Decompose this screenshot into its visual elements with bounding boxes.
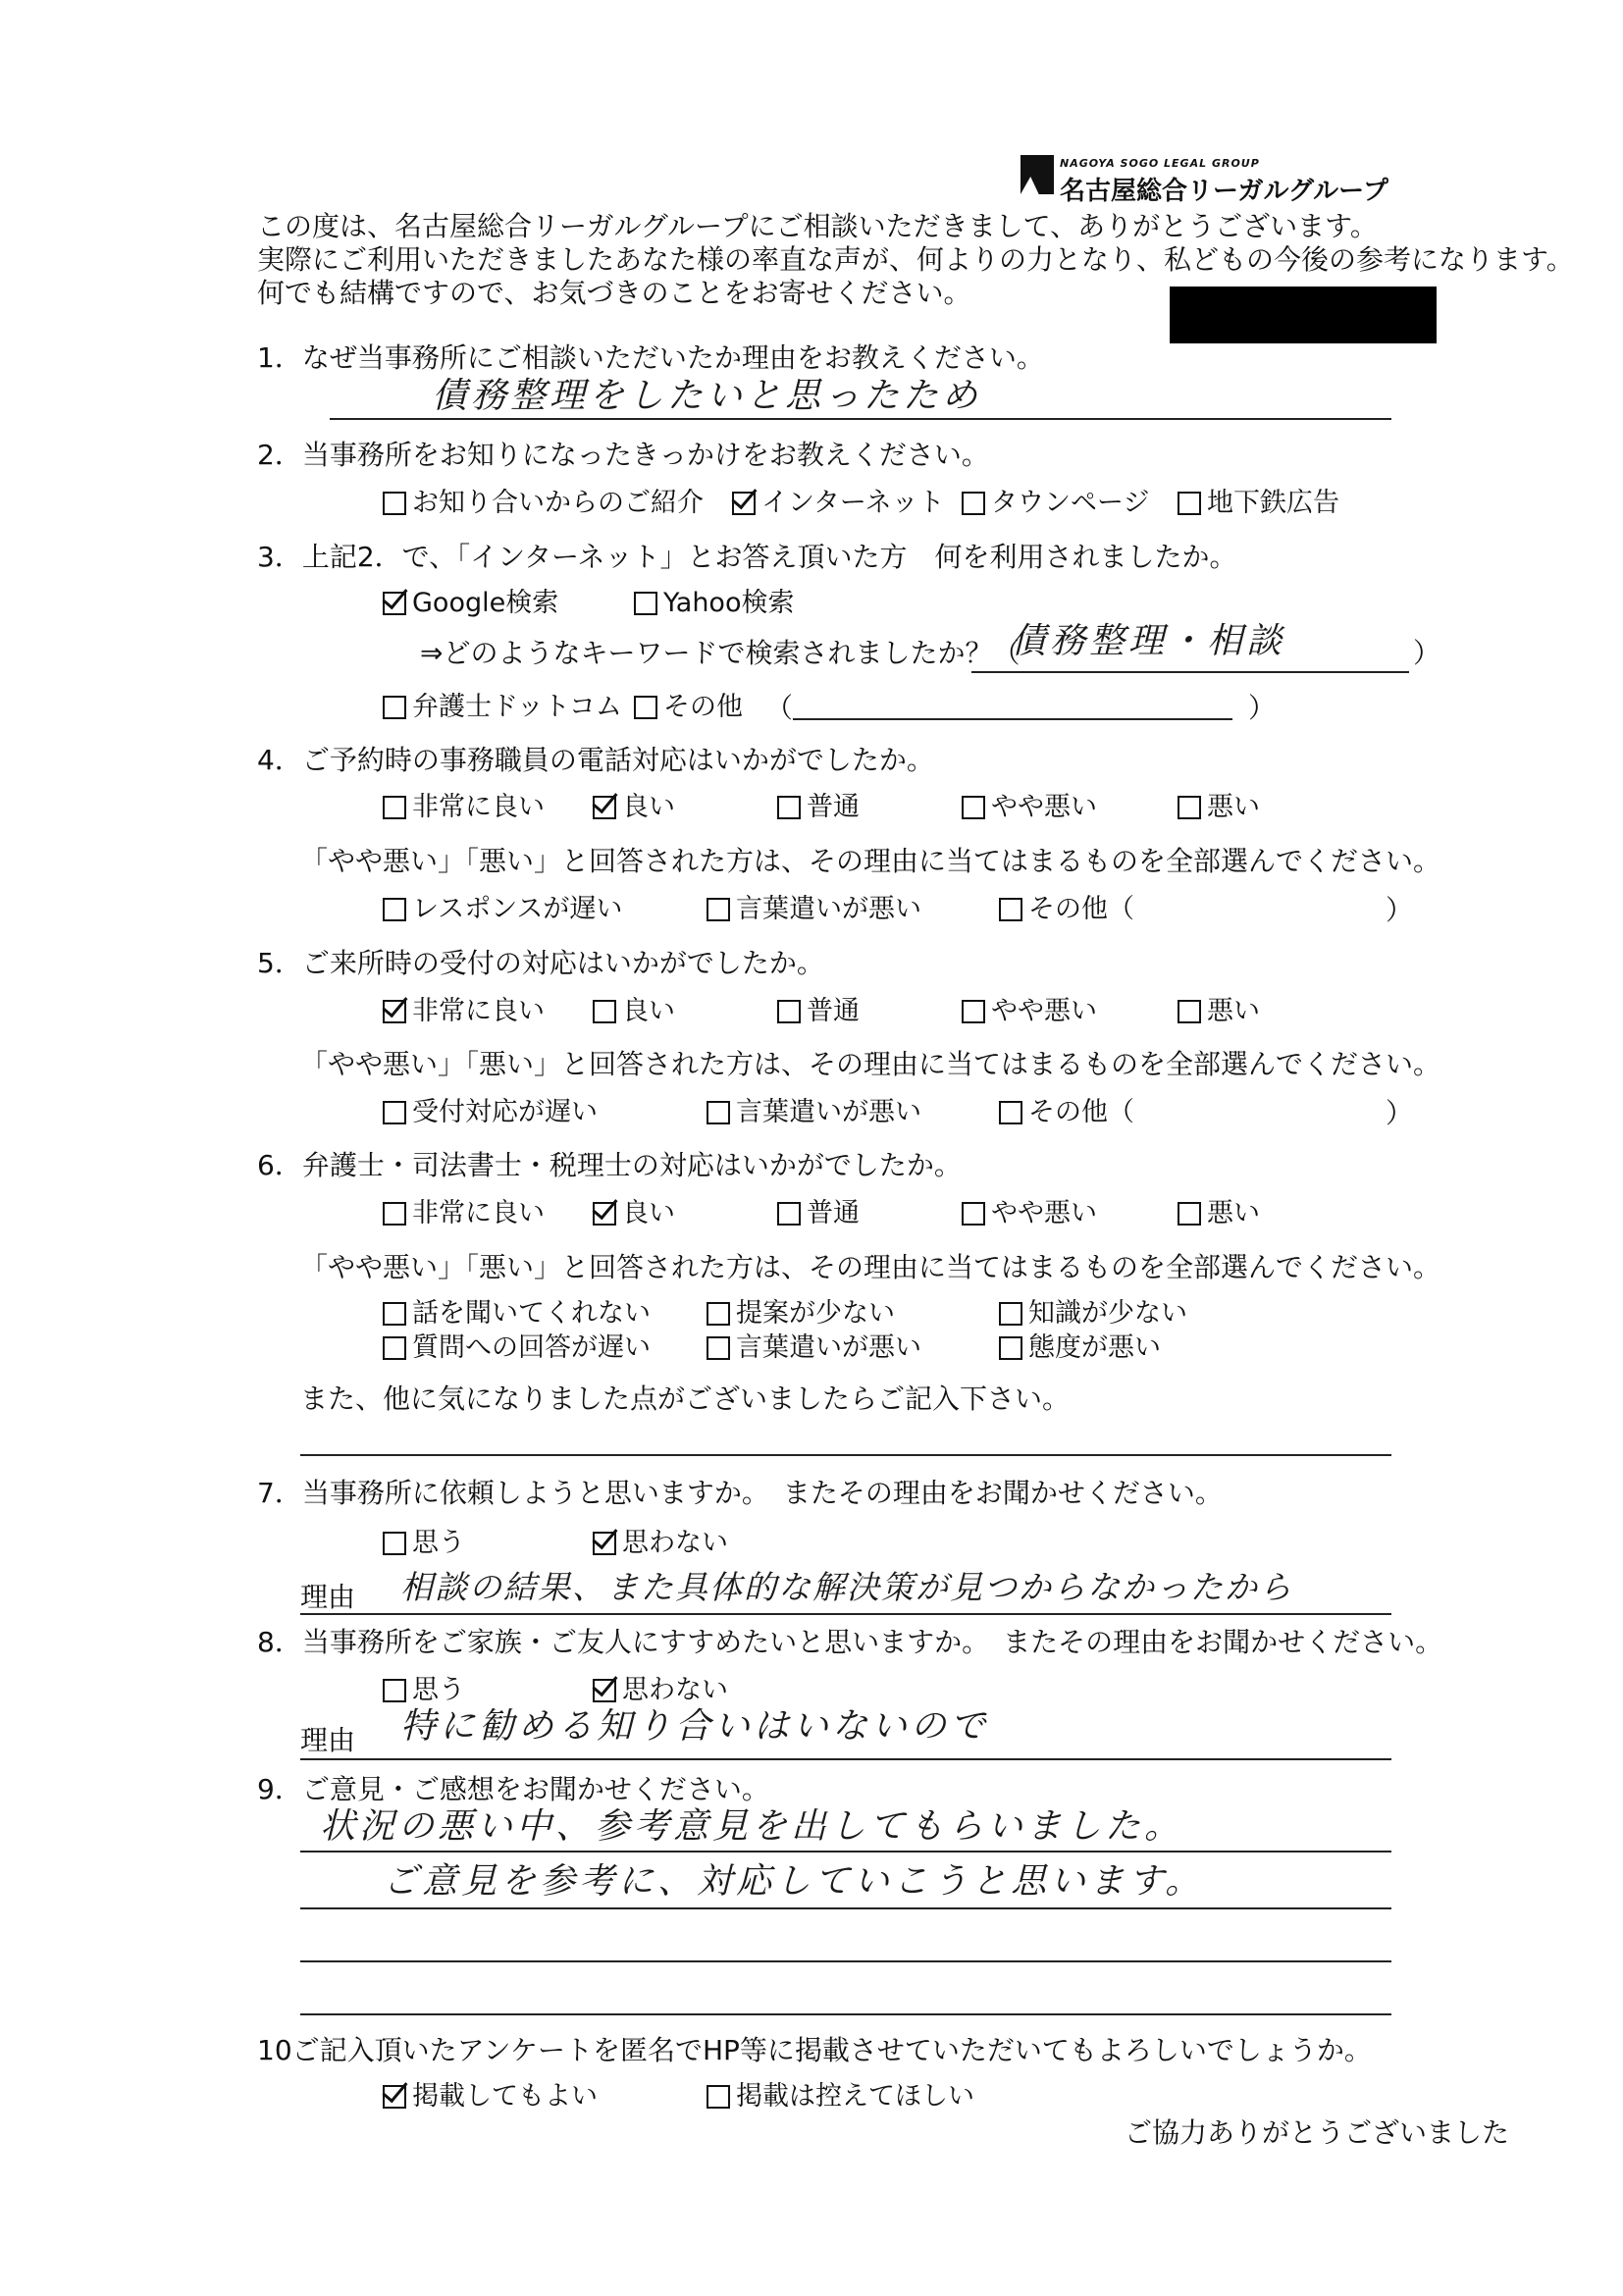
q6-option-bad[interactable]: 悪い: [1178, 1197, 1260, 1230]
q9-line-2: [300, 1907, 1391, 1909]
q4-reason-language[interactable]: 言葉遣いが悪い: [707, 893, 921, 926]
q6-reason-little-knowledge[interactable]: 知識が少ない: [999, 1297, 1187, 1331]
q8-question: 8．当事務所をご家族・ご友人にすすめたいと思いますか。 またその理由をお聞かせください。: [257, 1626, 1443, 1658]
redaction-box: [1170, 287, 1437, 343]
checkbox[interactable]: [383, 898, 406, 921]
q6-reason-attitude[interactable]: 態度が悪い: [999, 1331, 1161, 1365]
q7-question: 7．当事務所に依頼しようと思いますか。 またその理由をお聞かせください。: [257, 1477, 1223, 1509]
q3-option-other[interactable]: その他: [634, 691, 743, 724]
q8-option-yes[interactable]: 思う: [383, 1674, 465, 1707]
checkbox[interactable]: [962, 796, 985, 819]
checkbox[interactable]: [383, 1302, 406, 1326]
q8-reason-label: 理由: [300, 1724, 356, 1756]
q4-option-good[interactable]: 良い: [593, 791, 675, 824]
logo-icon: [1021, 155, 1054, 194]
q5-followup: 「やや悪い」「悪い」と回答された方は、その理由に当てはまるものを全部選んでください。: [300, 1048, 1441, 1080]
q6-option-good[interactable]: 良い: [593, 1197, 675, 1230]
q9-line-1: [300, 1851, 1391, 1852]
q10-question: 10ご記入頂いたアンケートを匿名でHP等に掲載させていただいてもよろしいでしょうか。: [257, 2034, 1372, 2066]
checkbox[interactable]: [777, 1000, 801, 1023]
checkbox[interactable]: [999, 1336, 1022, 1360]
checkbox[interactable]: [962, 1202, 985, 1226]
q1-answer-line: [330, 418, 1391, 420]
q4-reason-other[interactable]: その他（: [999, 893, 1134, 926]
checkbox[interactable]: [777, 1202, 801, 1226]
q7-option-no[interactable]: 思わない: [593, 1527, 728, 1560]
checkbox-checked[interactable]: [593, 1202, 616, 1226]
q10-option-ok[interactable]: 掲載してもよい: [383, 2080, 598, 2113]
q3-keyword-close: ）: [1413, 637, 1441, 669]
q3-option-yahoo[interactable]: Yahoo検索: [634, 587, 794, 620]
q2-option-internet[interactable]: インターネット: [732, 487, 945, 520]
q8-reason-line: [300, 1758, 1391, 1760]
q6-option-somewhat-bad[interactable]: やや悪い: [962, 1197, 1097, 1230]
q5-option-average[interactable]: 普通: [777, 995, 860, 1028]
q5-reason-close: ）: [1386, 1097, 1414, 1129]
checkbox[interactable]: [383, 1202, 406, 1226]
checkbox[interactable]: [1178, 796, 1201, 819]
checkbox[interactable]: [383, 492, 406, 515]
q5-question: 5．ご来所時の受付の対応はいかがでしたか。: [257, 947, 824, 979]
q3-option-bengoshi[interactable]: 弁護士ドットコム: [383, 691, 622, 724]
q3-other-close: ）: [1248, 692, 1277, 724]
q6-option-average[interactable]: 普通: [777, 1197, 860, 1230]
checkbox[interactable]: [593, 1000, 616, 1023]
checkbox[interactable]: [962, 492, 985, 515]
q2-question: 2．当事務所をお知りになったきっかけをお教えください。: [257, 439, 989, 471]
q1-answer: 債務整理をしたいと思ったため: [432, 376, 982, 416]
checkbox[interactable]: [383, 1679, 406, 1702]
checkbox[interactable]: [1178, 492, 1201, 515]
q5-reason-other[interactable]: その他（: [999, 1096, 1134, 1129]
q2-option-subway-ad[interactable]: 地下鉄広告: [1178, 487, 1339, 520]
checkbox[interactable]: [999, 898, 1022, 921]
q2-option-townpage[interactable]: タウンページ: [962, 487, 1149, 520]
q3-other-open: （: [765, 692, 794, 724]
checkbox[interactable]: [383, 1336, 406, 1360]
q4-option-average[interactable]: 普通: [777, 791, 860, 824]
checkbox[interactable]: [999, 1302, 1022, 1326]
checkbox[interactable]: [383, 796, 406, 819]
q4-question: 4．ご予約時の事務職員の電話対応はいかがでしたか。: [257, 744, 934, 776]
q5-reason-language[interactable]: 言葉遣いが悪い: [707, 1096, 921, 1129]
q4-option-somewhat-bad[interactable]: やや悪い: [962, 791, 1097, 824]
q5-option-bad[interactable]: 悪い: [1178, 995, 1260, 1028]
q10-option-ng[interactable]: 掲載は控えてほしい: [707, 2080, 974, 2113]
checkbox-checked[interactable]: [593, 796, 616, 819]
checkbox[interactable]: [707, 1101, 730, 1124]
q9-line-3: [300, 1960, 1391, 1962]
checkbox-checked[interactable]: [383, 592, 406, 615]
checkbox[interactable]: [383, 1532, 406, 1555]
q4-followup: 「やや悪い」「悪い」と回答された方は、その理由に当てはまるものを全部選んでください。: [300, 845, 1441, 877]
q3-question: 3．上記2．で、「インターネット」とお答え頂いた方 何を利用されましたか。: [257, 541, 1237, 573]
checkbox[interactable]: [707, 898, 730, 921]
q3-keyword-line: [971, 671, 1409, 673]
checkbox[interactable]: [1178, 1000, 1201, 1023]
q2-option-referral[interactable]: お知り合いからのご紹介: [383, 487, 704, 520]
q6-reason-language[interactable]: 言葉遣いが悪い: [707, 1331, 921, 1365]
q4-option-bad[interactable]: 悪い: [1178, 791, 1260, 824]
intro-line-1: この度は、名古屋総合リーガルグループにご相談いただきまして、ありがとうございます。: [257, 210, 1378, 242]
checkbox-checked[interactable]: [593, 1679, 616, 1702]
q4-reason-close: ）: [1386, 894, 1414, 926]
q9-question: 9．ご意見・ご感想をお聞かせください。: [257, 1773, 769, 1805]
q4-option-very-good[interactable]: 非常に良い: [383, 791, 545, 824]
checkbox[interactable]: [707, 2085, 730, 2109]
checkbox-checked[interactable]: [732, 492, 756, 515]
q6-option-very-good[interactable]: 非常に良い: [383, 1197, 545, 1230]
q6-reason-slow-answer[interactable]: 質問への回答が遅い: [383, 1331, 651, 1365]
checkbox[interactable]: [999, 1101, 1022, 1124]
q6-other-comment: また、他に気になりました点がございましたらご記入下さい。: [300, 1383, 1071, 1415]
q6-question: 6．弁護士・司法書士・税理士の対応はいかがでしたか。: [257, 1149, 962, 1181]
q6-reason-few-proposals[interactable]: 提案が少ない: [707, 1297, 895, 1331]
checkbox[interactable]: [962, 1000, 985, 1023]
q5-option-somewhat-bad[interactable]: やや悪い: [962, 995, 1097, 1028]
q9-line-4: [300, 2013, 1391, 2015]
footer-thanks: ご協力ありがとうございました: [1125, 2116, 1510, 2149]
intro-line-2: 実際にご利用いただきましたあなた様の率直な声が、何よりの力となり、私どもの今後の参考になります。: [257, 243, 1574, 276]
q7-reason-label: 理由: [300, 1581, 356, 1613]
q8-reason-answer: 特に勧める知り合いはいないので: [400, 1706, 990, 1747]
checkbox-checked[interactable]: [593, 1532, 616, 1555]
q3-option-google[interactable]: Google検索: [383, 587, 558, 620]
logo-group-name-en: NAGOYA SOGO LEGAL GROUP: [1060, 157, 1260, 170]
checkbox[interactable]: [707, 1336, 730, 1360]
q7-reason-answer: 相談の結果、また具体的な解決策が見つからなかったから: [400, 1568, 1293, 1606]
q5-option-very-good[interactable]: 非常に良い: [383, 995, 545, 1028]
q6-followup: 「やや悪い」「悪い」と回答された方は、その理由に当てはまるものを全部選んでください。: [300, 1251, 1441, 1283]
q6-reason-not-listening[interactable]: 話を聞いてくれない: [383, 1297, 651, 1331]
q6-comment-line: [300, 1454, 1391, 1456]
q9-answer-line-1: 状況の悪い中、参考意見を出してもらいました。: [320, 1806, 1184, 1847]
q4-reason-response-slow[interactable]: レスポンスが遅い: [383, 893, 622, 926]
checkbox[interactable]: [634, 696, 657, 719]
checkbox[interactable]: [383, 1101, 406, 1124]
checkbox[interactable]: [383, 696, 406, 719]
q3-other-line: [793, 718, 1232, 720]
q3-keyword-answer: 債務整理・相談: [1011, 621, 1286, 661]
q7-option-yes[interactable]: 思う: [383, 1527, 465, 1560]
intro-line-3: 何でも結構ですので、お気づきのことをお寄せください。: [257, 277, 971, 309]
checkbox-checked[interactable]: [383, 2085, 406, 2109]
checkbox[interactable]: [707, 1302, 730, 1326]
q5-option-good[interactable]: 良い: [593, 995, 675, 1028]
checkbox[interactable]: [777, 796, 801, 819]
q9-answer-line-2: ご意見を参考に、対応していこうと思います。: [383, 1861, 1205, 1902]
logo-group-name: 名古屋総合リーガルグループ: [1060, 177, 1388, 206]
q1-question: 1．なぜ当事務所にご相談いただいたか理由をお教えください。: [257, 341, 1044, 374]
q7-reason-line: [300, 1613, 1391, 1615]
checkbox[interactable]: [634, 592, 657, 615]
checkbox[interactable]: [1178, 1202, 1201, 1226]
q8-option-no[interactable]: 思わない: [593, 1674, 728, 1707]
checkbox-checked[interactable]: [383, 1000, 406, 1023]
q3-keyword-prompt: ⇒どのようなキーワードで検索されましたか？（: [420, 637, 1021, 669]
q5-reason-reception-slow[interactable]: 受付対応が遅い: [383, 1096, 598, 1129]
